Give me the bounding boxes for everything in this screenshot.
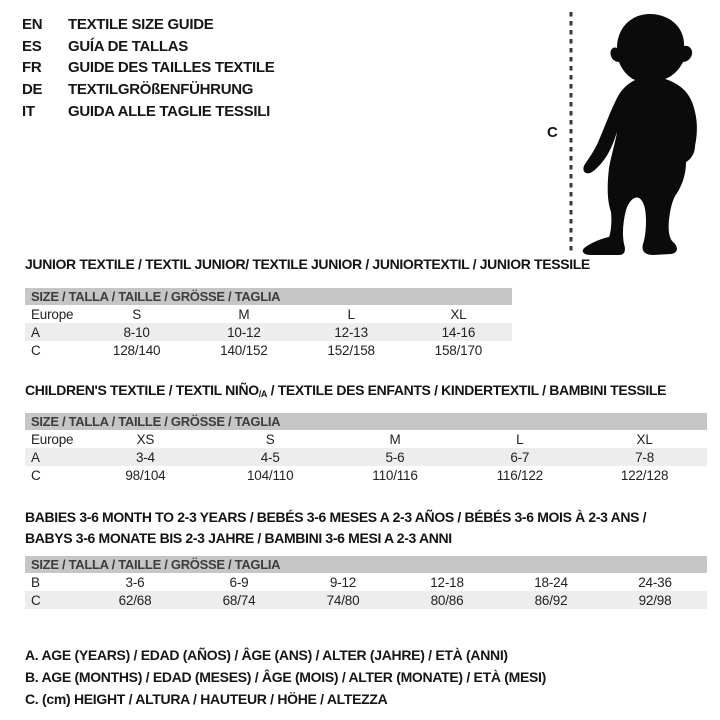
cell: 86/92 [534,592,568,608]
section-title-junior: JUNIOR TEXTILE / TEXTIL JUNIOR/ TEXTILE JUNIOR / JUNIORTEXTIL / JUNIOR TESSILE [25,256,590,272]
table-row-age-months [25,573,707,591]
table-row-height [25,466,707,484]
cell: 110/116 [372,467,418,483]
table-row-europe [25,305,512,323]
children-size-table [25,413,707,484]
cell: 8-10 [123,324,150,340]
cell: 62/68 [118,592,152,608]
language-row [22,100,274,122]
footnotes [25,644,546,710]
cell: 12-18 [430,574,464,590]
cell: 10-12 [227,324,261,340]
cell: 98/104 [125,467,166,483]
language-title-list [22,14,274,122]
cell: 68/74 [222,592,256,608]
language-row [22,36,274,58]
language-code: EN [22,16,43,34]
footnote-b: B. AGE (MONTHS) / EDAD (MESES) / ÂGE (MOIS) / ALTER (MONATE) / ETÀ (MESI) [25,669,546,685]
cell: 3-6 [125,574,145,590]
language-title: TEXTILE SIZE GUIDE [68,16,214,34]
cell: L [516,431,524,447]
cell: 14-16 [441,324,476,340]
cell: S [265,431,275,447]
cell: 152/158 [327,342,375,358]
language-code: DE [22,81,43,99]
cell: 4-5 [260,449,280,465]
row-label: Europe [31,306,74,322]
cell: 6-7 [510,449,530,465]
table-row-age-years [25,448,707,466]
toddler-silhouette-icon [565,4,717,258]
cell: XS [136,431,155,447]
size-header-bar: SIZE / TALLA / TAILLE / GRÖSSE / TAGLIA [25,288,512,305]
cell: 24-36 [638,574,672,590]
cell: M [238,306,250,322]
cell: 3-4 [135,449,155,465]
language-row [22,14,274,36]
section-title-babies [25,507,646,549]
cell: XL [450,306,467,322]
footnote-a: A. AGE (YEARS) / EDAD (AÑOS) / ÂGE (ANS) / ALTER (JAHRE) / ETÀ (ANNI) [25,647,508,663]
cell: 5-6 [385,449,405,465]
title-text: CHILDREN'S TEXTILE / TEXTIL NIÑO [25,382,259,398]
height-figure [545,4,717,258]
table-row-height [25,591,707,609]
cell: 158/170 [434,342,483,358]
cell: 74/80 [326,592,360,608]
cell: 128/140 [112,342,161,358]
size-header-bar: SIZE / TALLA / TAILLE / GRÖSSE / TAGLIA [25,413,707,430]
row-label: C [31,467,41,483]
row-label: C [31,592,41,608]
language-title: GUÍA DE TALLAS [68,37,188,55]
row-label: B [31,574,40,590]
row-label: A [31,324,40,340]
cell: 6-9 [229,574,249,590]
language-code: ES [22,37,42,55]
title-line-1: BABIES 3-6 MONTH TO 2-3 YEARS / BEBÉS 3-6 MESES A 2-3 AÑOS / BÉBÉS 3-6 MOIS À 2-3 ANS / [25,509,647,525]
cell: M [389,431,401,447]
title-text: / TEXTILE DES ENFANTS / KINDERTEXTIL / BAMBINI TESSILE [267,382,667,398]
row-label: A [31,449,40,465]
section-title-children [25,382,666,399]
row-label: C [31,342,41,358]
language-code: IT [22,102,35,120]
cell: 104/110 [246,467,294,483]
language-title: TEXTILGRÖßENFÜHRUNG [68,81,254,99]
cell: 18-24 [534,574,568,590]
cell: 9-12 [329,574,357,590]
cell: 12-13 [334,324,368,340]
junior-size-table [25,288,512,359]
measure-c-label: C [547,124,558,141]
footnote-c: C. (cm) HEIGHT / ALTURA / HAUTEUR / HÖHE / ALTEZZA [25,691,388,707]
cell: 116/122 [496,467,543,483]
row-label: Europe [31,431,74,447]
cell: S [132,306,142,322]
language-row [22,57,274,79]
cell: 92/98 [638,592,672,608]
babies-size-table [25,556,707,609]
table-row-europe [25,430,707,448]
table-row-height [25,341,512,359]
title-line-2: BABYS 3-6 MONATE BIS 2-3 JAHRE / BAMBINI 3-6 MESI A 2-3 ANNI [25,530,452,546]
cell: XL [636,431,653,447]
table-row-age-years [25,323,512,341]
cell: 80/86 [430,592,464,608]
language-code: FR [22,59,42,77]
language-row [22,79,274,101]
title-subscript: /A [258,389,268,399]
size-header-bar: SIZE / TALLA / TAILLE / GRÖSSE / TAGLIA [25,556,707,573]
cell: 140/152 [220,342,268,358]
cell: 7-8 [635,449,655,465]
toddler-silhouette [583,14,697,255]
language-title: GUIDE DES TAILLES TEXTILE [68,59,275,77]
cell: 122/128 [620,467,669,483]
language-title: GUIDA ALLE TAGLIE TESSILI [68,102,270,120]
cell: L [347,306,355,322]
